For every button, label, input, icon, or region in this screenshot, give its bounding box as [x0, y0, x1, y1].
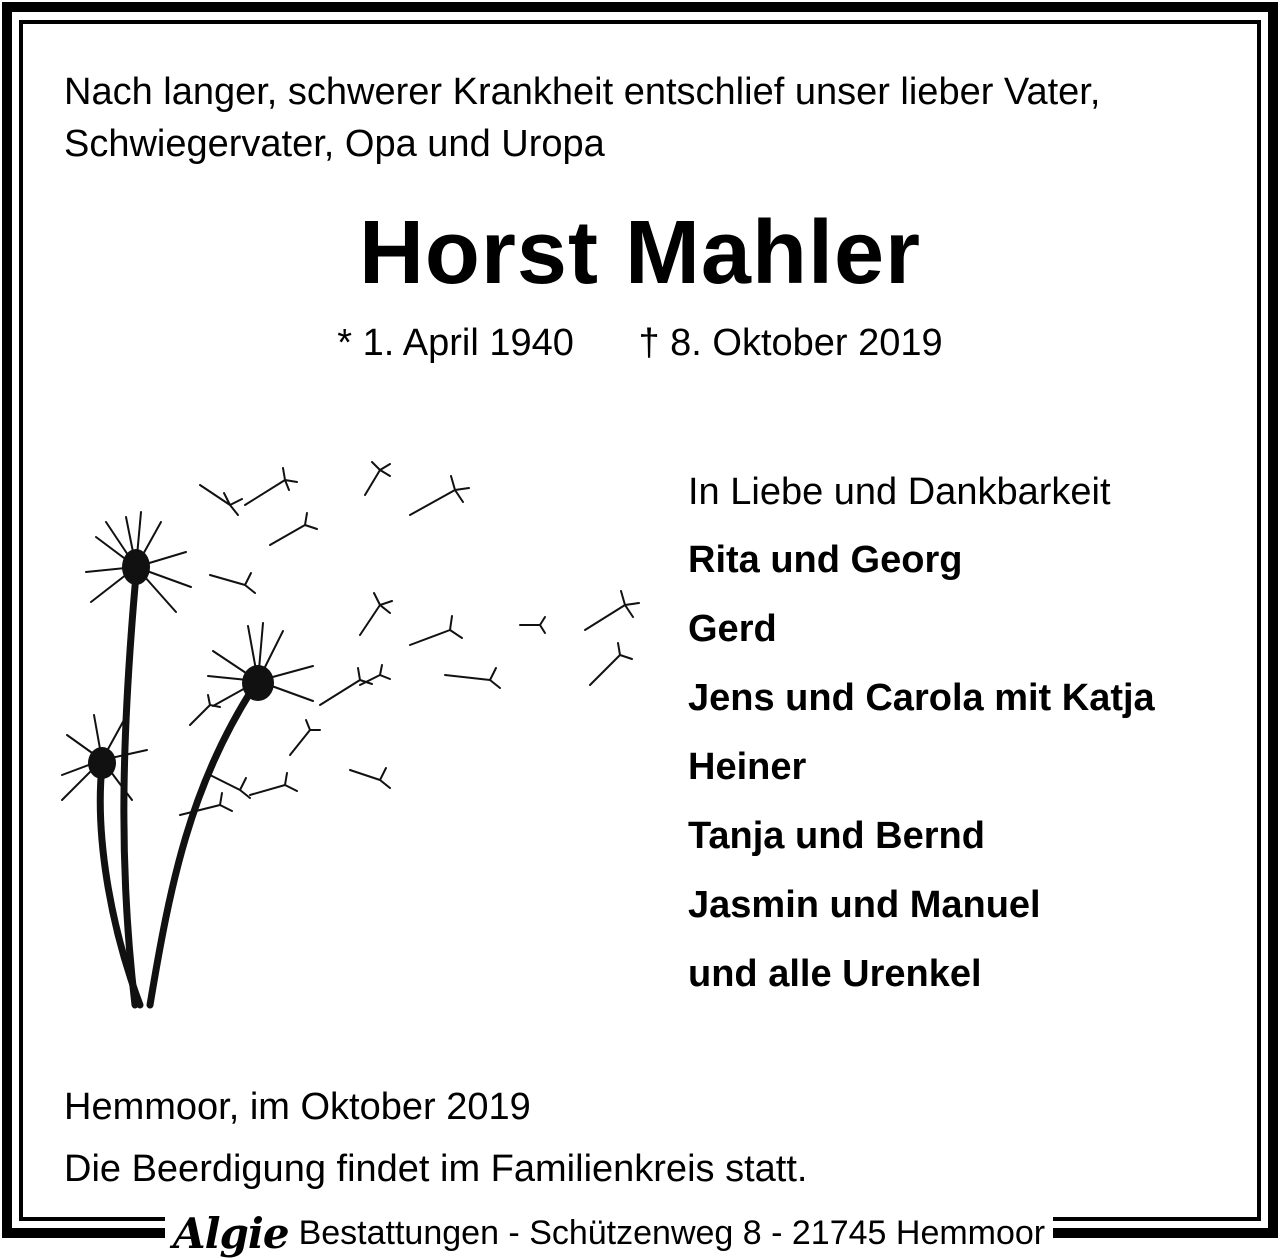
life-dates: [0, 318, 1280, 368]
mourner-name: Jasmin und Manuel: [688, 884, 1041, 926]
closing-text: [64, 1076, 807, 1200]
intro-line-2: Schwiegervater, Opa und Uropa: [64, 123, 605, 165]
death-date: † 8. Oktober 2019: [638, 322, 943, 364]
intro-line-1: Nach langer, schwerer Krankheit entschlief unser lieber Vater,: [64, 71, 1101, 113]
mourners-list: [688, 534, 1248, 1000]
funeral-home-footer: [165, 1208, 1053, 1258]
mourner-name: und alle Urenkel: [688, 953, 982, 995]
mourners-lead: In Liebe und Dankbarkeit: [688, 471, 1111, 513]
funeral-home-address: Bestattungen - Schützenweg 8 - 21745 Hemmoor: [298, 1213, 1046, 1252]
funeral-home-logo: Algie: [173, 1208, 289, 1258]
mourner-name: Gerd: [688, 608, 777, 650]
birth-date: * 1. April 1940: [337, 322, 574, 364]
mourner-name: Jens und Carola mit Katja: [688, 677, 1155, 719]
mourner-name: Heiner: [688, 746, 807, 788]
place-date: Hemmoor, im Oktober 2019: [64, 1086, 531, 1128]
deceased-name: Horst Mahler: [358, 203, 922, 303]
mourner-name: Tanja und Bernd: [688, 815, 985, 857]
mourners-block: [688, 466, 1248, 1017]
funeral-note: Die Beerdigung findet im Familienkreis statt.: [64, 1148, 808, 1190]
intro-text: [64, 66, 1244, 170]
dandelion-illustration-icon: [40, 455, 660, 1015]
mourner-name: Rita und Georg: [688, 539, 963, 581]
